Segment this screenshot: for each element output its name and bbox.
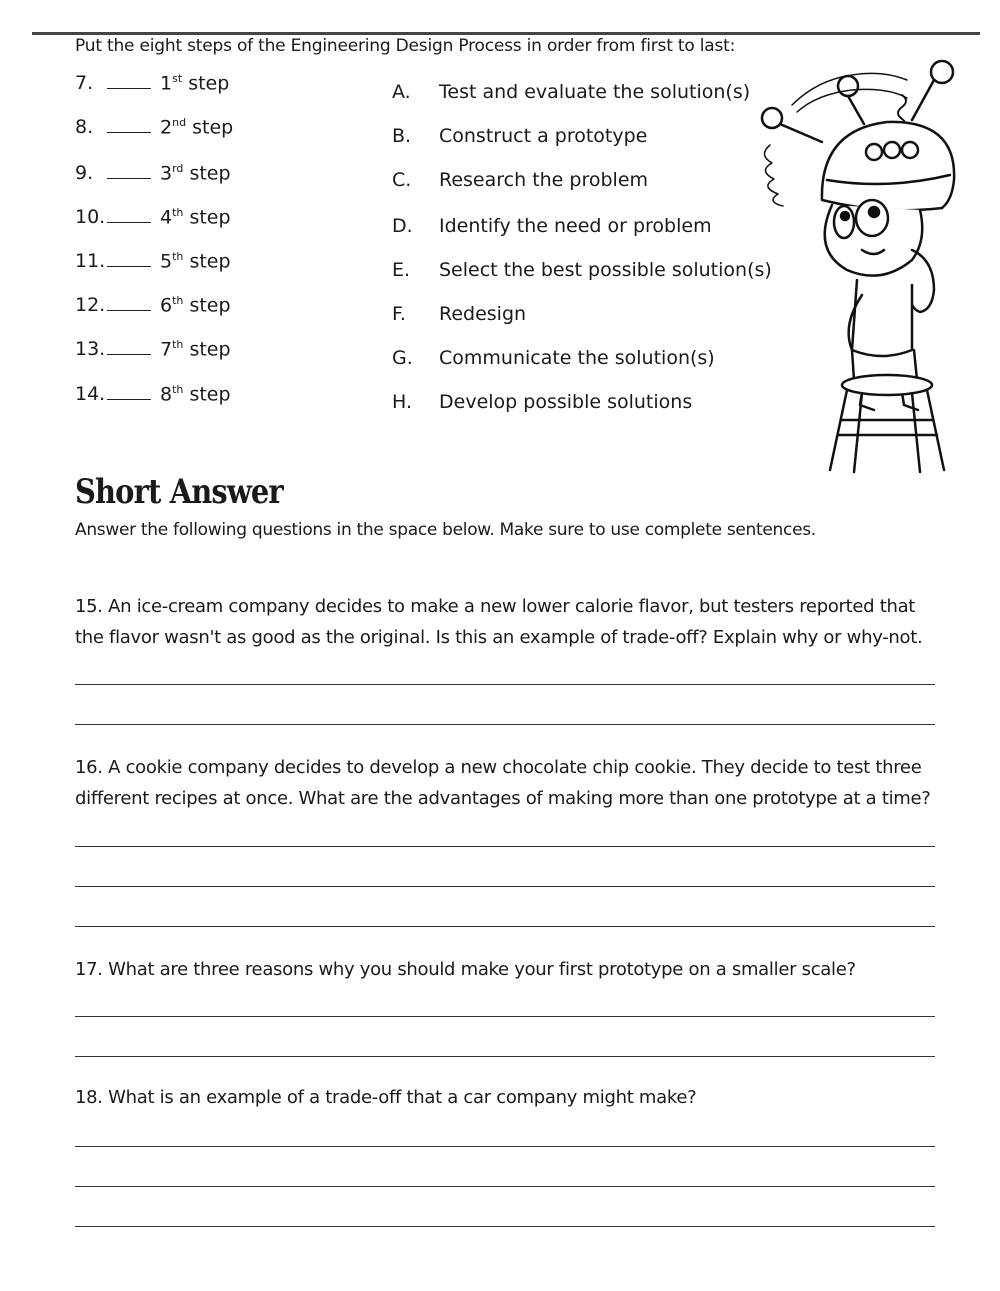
step-row: 11. 5th step — [75, 250, 231, 273]
answer-line[interactable] — [75, 684, 935, 685]
short-answer-instructions: Answer the following questions in the space below. Make sure to use complete sentences. — [75, 520, 816, 540]
choice-item: F. Redesign — [392, 303, 527, 325]
step-row: 12. 6th step — [75, 294, 231, 317]
answer-line[interactable] — [75, 724, 935, 725]
top-rule — [32, 32, 980, 35]
step-row: 10. 4th step — [75, 206, 231, 229]
choice-item: A. Test and evaluate the solution(s) — [392, 81, 751, 103]
question-17: 17. What are three reasons why you should make your first prototype on a smaller scale? — [75, 959, 856, 980]
answer-line[interactable] — [75, 926, 935, 927]
step-row: 9. 3rd step — [75, 162, 231, 185]
answer-line[interactable] — [75, 1186, 935, 1187]
step-row: 14. 8th step — [75, 383, 231, 406]
matching-instructions: Put the eight steps of the Engineering Design Process in order from first to last: — [75, 36, 736, 56]
answer-blank[interactable] — [107, 120, 151, 133]
short-answer-heading: Short Answer — [75, 472, 283, 512]
step-row: 13. 7th step — [75, 338, 231, 361]
answer-line[interactable] — [75, 1226, 935, 1227]
choice-item: D. Identify the need or problem — [392, 215, 712, 237]
answer-line[interactable] — [75, 1146, 935, 1147]
answer-line[interactable] — [75, 1016, 935, 1017]
answer-blank[interactable] — [107, 166, 151, 179]
question-15: 15. An ice-cream company decides to make a new lower calorie flavor, but testers reported that the flavor wasn't as good as the original. Is this an example of trade-off? Explain why or why-not. — [75, 596, 923, 648]
choice-item: H. Develop possible solutions — [392, 391, 693, 413]
choice-item: G. Communicate the solution(s) — [392, 347, 715, 369]
question-16: 16. A cookie company decides to develop a new chocolate chip cookie. They decide to test three different recipes at once. What are the advantages of making more than one prototype at a time? — [75, 757, 931, 809]
answer-blank[interactable] — [107, 254, 151, 267]
answer-blank[interactable] — [107, 387, 151, 400]
answer-line[interactable] — [75, 886, 935, 887]
answer-blank[interactable] — [107, 76, 151, 89]
step-row: 7. 1st step — [75, 72, 230, 95]
step-row: 8. 2nd step — [75, 116, 234, 139]
choice-item: B. Construct a prototype — [392, 125, 648, 147]
answer-blank[interactable] — [107, 210, 151, 223]
thinking-engineer-illustration — [752, 50, 972, 475]
answer-blank[interactable] — [107, 298, 151, 311]
question-18: 18. What is an example of a trade-off that a car company might make? — [75, 1087, 697, 1108]
answer-line[interactable] — [75, 1056, 935, 1057]
choice-item: C. Research the problem — [392, 169, 649, 191]
answer-line[interactable] — [75, 846, 935, 847]
choice-item: E. Select the best possible solution(s) — [392, 259, 772, 281]
answer-blank[interactable] — [107, 342, 151, 355]
